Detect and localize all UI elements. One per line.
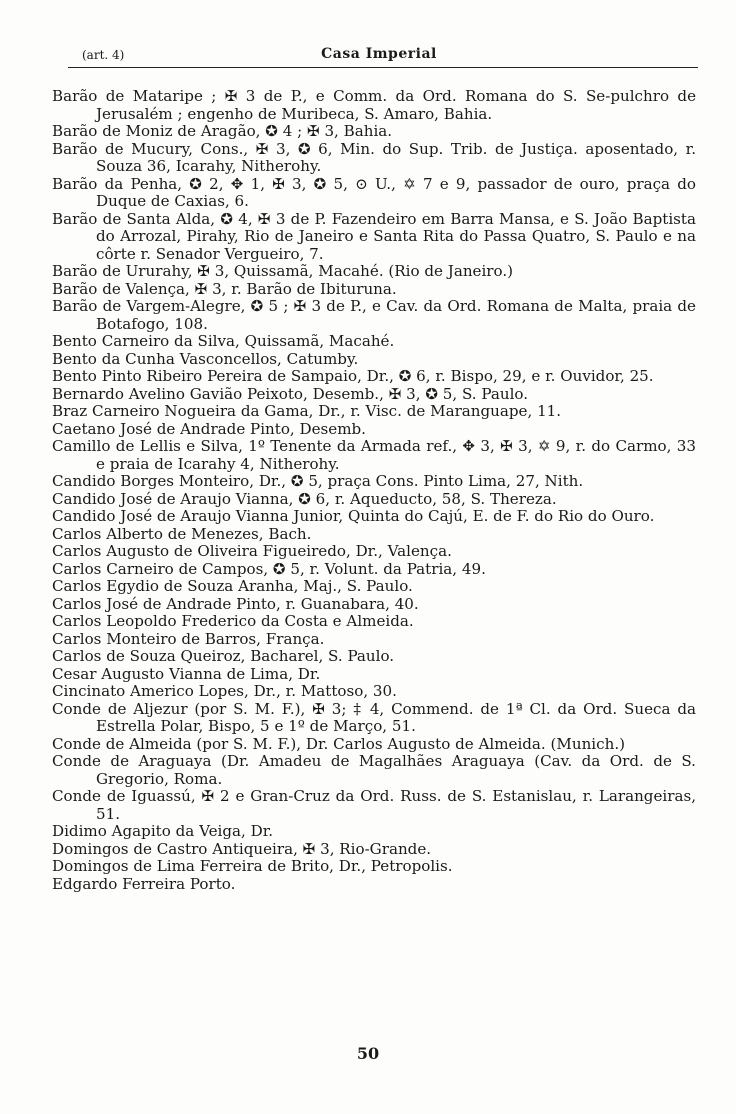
directory-entry: Barão de Santa Alda, ✪ 4, ✠ 3 de P. Fazendeiro em Barra Mansa, e S. João Baptista do Arrozal, Pirahy, Rio de Janeiro e Santa Rita do Passa Quatro, S. Paulo e na côrte r. Senador Vergueiro, 7. bbox=[52, 209, 696, 263]
directory-entry: Carlos Alberto de Menezes, Bach. bbox=[52, 524, 312, 543]
directory-entry: Cesar Augusto Vianna de Lima, Dr. bbox=[52, 664, 321, 683]
directory-entry: Domingos de Lima Ferreira de Brito, Dr., Petropolis. bbox=[52, 857, 453, 875]
directory-entry: Didimo Agapito da Veiga, Dr. bbox=[52, 822, 274, 840]
directory-entry: Bento Pinto Ribeiro Pereira de Sampaio, Dr., ✪ 6, r. Bispo, 29, e r. Ouvidor, 25. bbox=[52, 367, 654, 385]
directory-entry: Candido José de Araujo Vianna Junior, Quinta do Cajú, E. de F. do Rio do Ouro. bbox=[52, 507, 655, 525]
directory-entry: Conde de Araguaya (Dr. Amadeu de Magalhães Araguaya (Cav. da Ord. de S. Gregorio, Roma. bbox=[52, 752, 696, 788]
directory-entry: Carlos Egydio de Souza Aranha, Maj., S. Paulo. bbox=[52, 577, 413, 595]
directory-entry: Bernardo Avelino Gavião Peixoto, Desemb., ✠ 3, ✪ 5, S. Paulo. bbox=[52, 384, 529, 403]
directory-entry: Braz Carneiro Nogueira da Gama, Dr., r. Visc. de Maranguape, 11. bbox=[52, 402, 562, 420]
directory-entry: Conde de Almeida (por S. M. F.), Dr. Carlos Augusto de Almeida. (Munich.) bbox=[52, 734, 626, 753]
directory-entry: Barão de Valença, ✠ 3, r. Barão de Ibituruna. bbox=[52, 279, 397, 298]
header-rule bbox=[68, 67, 698, 68]
directory-entry: Conde de Iguassú, ✠ 2 e Gran-Cruz da Ord. Russ. de S. Estanislau, r. Larangeiras, 51. bbox=[52, 787, 696, 823]
directory-entry: Barão de Mataripe ; ✠ 3 de P., e Comm. da Ord. Romana do S. Se-pulchro de Jerusalém ; engenho de Muribeca, S. Amaro, Bahia. bbox=[52, 87, 696, 123]
directory-entry: Carlos Leopoldo Frederico da Costa e Almeida. bbox=[52, 612, 414, 630]
directory-entry: Candido José de Araujo Vianna, ✪ 6, r. Aqueducto, 58, S. Thereza. bbox=[52, 489, 557, 508]
directory-entry: Camillo de Lellis e Silva, 1º Tenente da Armada ref., ✥ 3, ✠ 3, ✡ 9, r. do Carmo, 33 e praia de Icarahy 4, Nitherohy. bbox=[52, 437, 696, 473]
directory-entry: Conde de Aljezur (por S. M. F.), ✠ 3; ‡ 4, Commend. de 1ª Cl. da Ord. Sueca da Estrella Polar, Bispo, 5 e 1º de Março, 51. bbox=[52, 699, 696, 735]
page-title: Casa Imperial bbox=[321, 46, 437, 62]
directory-entry: Carlos Carneiro de Campos, ✪ 5, r. Volunt. da Patria, 49. bbox=[52, 559, 486, 578]
directory-entry: Barão da Penha, ✪ 2, ✥ 1, ✠ 3, ✪ 5, ⊙ U., ✡ 7 e 9, passador de ouro, praça do Duque de Caxias, 6. bbox=[52, 174, 696, 210]
directory-entry: Bento da Cunha Vasconcellos, Catumby. bbox=[52, 349, 359, 368]
directory-entry: Caetano José de Andrade Pinto, Desemb. bbox=[52, 419, 366, 438]
directory-entry: Carlos Monteiro de Barros, França. bbox=[52, 629, 325, 648]
directory-entry: Barão de Vargem-Alegre, ✪ 5 ; ✠ 3 de P., e Cav. da Ord. Romana de Malta, praia de Botafogo, 108. bbox=[52, 297, 696, 333]
page-number: 50 bbox=[356, 1044, 380, 1063]
directory-entry: Barão de Moniz de Aragão, ✪ 4 ; ✠ 3, Bahia. bbox=[52, 122, 393, 140]
directory-list bbox=[52, 88, 696, 893]
page-header bbox=[60, 46, 698, 72]
directory-entry: Cincinato Americo Lopes, Dr., r. Mattoso, 30. bbox=[52, 682, 397, 700]
directory-entry: Carlos de Souza Queiroz, Bacharel, S. Paulo. bbox=[52, 647, 395, 665]
article-reference: (art. 4) bbox=[82, 48, 125, 62]
directory-entry: Carlos José de Andrade Pinto, r. Guanabara, 40. bbox=[52, 594, 419, 613]
directory-entry: Carlos Augusto de Oliveira Figueiredo, Dr., Valença. bbox=[52, 542, 452, 560]
directory-entry: Barão de Ururahy, ✠ 3, Quissamã, Macahé. (Rio de Janeiro.) bbox=[52, 262, 514, 280]
directory-entry: Candido Borges Monteiro, Dr., ✪ 5, praça Cons. Pinto Lima, 27, Nith. bbox=[52, 472, 584, 490]
directory-entry: Barão de Mucury, Cons., ✠ 3, ✪ 6, Min. do Sup. Trib. de Justiça. aposentado, r. Souza 36, Icarahy, Nitherohy. bbox=[52, 139, 696, 175]
directory-entry: Domingos de Castro Antiqueira, ✠ 3, Rio-Grande. bbox=[52, 839, 432, 858]
directory-entry: Bento Carneiro da Silva, Quissamã, Macahé. bbox=[52, 332, 395, 350]
directory-entry: Edgardo Ferreira Porto. bbox=[52, 874, 236, 893]
